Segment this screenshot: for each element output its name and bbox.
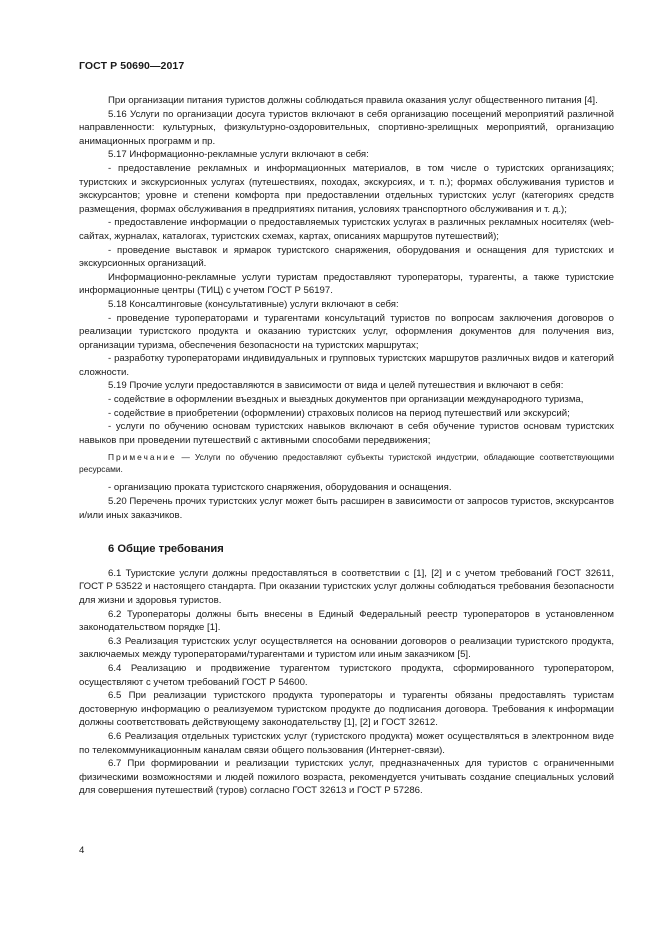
section-paragraphs xyxy=(79,567,614,798)
section-heading: 6 Общие требования xyxy=(108,543,224,556)
paragraph: 6.6 Реализация отдельных туристских услуг (туристского продукта) может осуществляться в электронном виде по телекоммуникационным каналам связи общего пользования (Интернет-связи). xyxy=(79,730,614,756)
paragraph: 6.3 Реализация туристских услуг осуществляется на основании договоров о реализации туристского продукта, заключаемых между туроператорами/турагентами и туристом или иным заказчиком [5]. xyxy=(79,635,614,661)
paragraph: 6.4 Реализацию и продвижение турагентом туристского продукта, сформированного туроператором, осуществляют с учетом требований ГОСТ Р 54600. xyxy=(79,662,614,688)
note-text: — Услуги по обучению предоставляют субъекты туристской индустрии, обладающие соответствующими ресурсами. xyxy=(79,452,614,475)
list-item: - проведение туроператорами и турагентами консультаций туристов по вопросам заключения договоров о реализации туристского продукта и оказанию туристских услуг, оформления документов для получения виз, организации туризма, обеспечения безопасности на туристских маршрутах; xyxy=(79,312,614,351)
paragraph: 6.2 Туроператоры должны быть внесены в Единый Федеральный реестр туроператоров в установленном законодательством порядке [1]. xyxy=(79,608,614,634)
note-label: Примечание xyxy=(108,452,177,463)
page-body xyxy=(79,94,614,798)
list-item: - содействие в приобретении (оформлении) страховых полисов на период путешествий или экскурсий; xyxy=(108,407,570,419)
list-item: - предоставление рекламных и информационных материалов, в том числе о туристских организациях; туристских и экскурсионных услугах (путешествиях, походах, экскурсиях, и т. п.); формах обслуживания туристов и экскурсантов; уровне и степени комфорта при предоставлении отдельных туристских услуг (категориях средств размещения, формах обслуживания в предприятиях питания, условиях транспортного обслуживания и т. д.); xyxy=(79,162,614,215)
list-item: - предоставление информации о предоставляемых туристских услугах в различных рекламных носителях (web-сайтах, журналах, каталогах, туристских схемах, картах, описаниях маршрутов путешествий); xyxy=(79,217,614,242)
paragraphs-before xyxy=(79,94,614,447)
list-item: - проведение выставок и ярмарок туристского снаряжения, оборудования и оснащения для туристских и экскурсионных организаций. xyxy=(79,244,614,270)
paragraph: 6.1 Туристские услуги должны предоставляться в соответствии с [1], [2] и с учетом требований ГОСТ 32611, ГОСТ Р 53522 и настоящего стандарта. При оказании туристских услуг должны соблюдаться требования безопасности для жизни и здоровья туристов. xyxy=(79,567,614,606)
document-header: ГОСТ Р 50690—2017 xyxy=(79,60,185,72)
paragraph: 5.18 Консалтинговые (консультативные) услуги включают в себя: xyxy=(108,298,399,310)
note xyxy=(79,451,614,475)
paragraph: При организации питания туристов должны соблюдаться правила оказания услуг общественного питания [4]. xyxy=(108,95,598,106)
list-item: - услуги по обучению основам туристских навыков включают в себя обучение туристов основам туристских навыков при проведении путешествий с активными способами передвижения; xyxy=(79,421,614,446)
paragraph: 6.5 При реализации туристского продукта туроператоры и турагенты обязаны предоставлять туристам достоверную информацию о реализуемом туристском продукте до подписания договора. Требования к информации должны соответствовать действующему законодательству [1], [2] и ГОСТ 32612. xyxy=(79,690,614,729)
list-item: - организацию проката туристского снаряжения, оборудования и оснащения. xyxy=(108,482,452,494)
list-item: - содействие в оформлении въездных и выездных документов при организации международного туризма, xyxy=(108,394,584,406)
paragraph: 5.16 Услуги по организации досуга туристов включают в себя организацию посещений мероприятий различной направленности: культурных, физкультурно-оздоровительных, спортивно-зрелищных мероприятий, организацию анимационных программ и пр. xyxy=(79,108,614,147)
page-number: 4 xyxy=(79,845,85,856)
paragraphs-after xyxy=(79,481,614,522)
paragraph: 6.7 При формировании и реализации туристских услуг, предназначенных для туристов с ограниченными физическими возможностями и людей пожилого возраста, рекомендуется учитывать создание специальных условий для совершения путешествий (туров) согласно ГОСТ 32613 и ГОСТ Р 57286. xyxy=(79,758,614,797)
paragraph: 5.20 Перечень прочих туристских услуг может быть расширен в зависимости от запросов туристов, экскурсантов и/или иных заказчиков. xyxy=(79,496,614,521)
paragraph: 5.17 Информационно-рекламные услуги включают в себя: xyxy=(108,149,369,161)
list-item: - разработку туроператорами индивидуальных и групповых туристских маршрутов различных видов и категорий сложности. xyxy=(79,353,614,378)
paragraph: 5.19 Прочие услуги предоставляются в зависимости от вида и целей путешествия и включают в себя: xyxy=(108,380,564,392)
paragraph: Информационно-рекламные услуги туристам предоставляют туроператоры, турагенты, а также туристские информационные центры (ТИЦ) с учетом ГОСТ Р 56197. xyxy=(79,271,614,297)
